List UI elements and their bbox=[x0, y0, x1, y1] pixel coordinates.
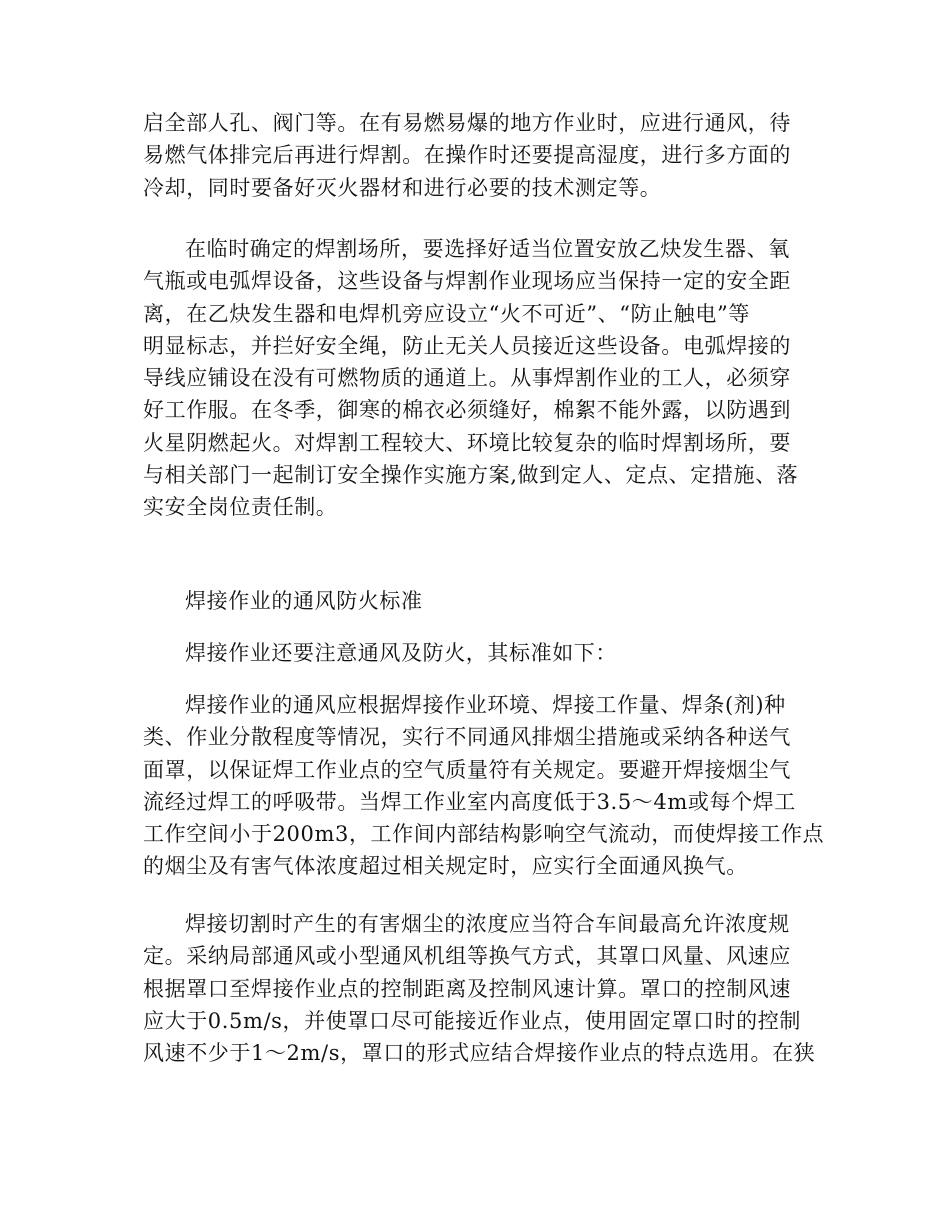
text-line: 定。采纳局部通风或小型通风机组等换气方式，其罩口风量、风速应 bbox=[143, 944, 791, 969]
text-line: 工作空间小于200m3，工作间内部结构影响空气流动，而使焊接工作点 bbox=[143, 822, 825, 847]
text-line: 导线应铺设在没有可燃物质的通道上。从事焊割作业的工人，必须穿 bbox=[143, 366, 791, 391]
text-line: 明显标志，并拦好安全绳，防止无关人员接近这些设备。电弧焊接的 bbox=[143, 333, 791, 358]
text-line: 焊接作业还要注意通风及防火，其标准如下： bbox=[185, 641, 617, 665]
text-line: 实安全岗位责任制。 bbox=[143, 495, 338, 520]
text-line: 面罩，以保证焊工作业点的空气质量符有关规定。要避开焊接烟尘气 bbox=[143, 757, 791, 782]
paragraph-3 bbox=[143, 637, 813, 669]
paragraph-5 bbox=[143, 908, 816, 1069]
paragraph-4 bbox=[143, 689, 825, 883]
paragraph-2 bbox=[143, 233, 813, 524]
text-line: 火星阴燃起火。对焊割工程较大、环境比较复杂的临时焊割场所，要 bbox=[143, 430, 791, 455]
text-line: 根据罩口至焊接作业点的控制距离及控制风速计算。罩口的控制风速 bbox=[143, 976, 791, 1001]
text-line: 风速不少于1～2m/s，罩口的形式应结合焊接作业点的特点选用。在狭 bbox=[143, 1041, 816, 1066]
text-line: 流经过焊工的呼吸带。当焊工作业室内高度低于3.5～4m或每个焊工 bbox=[143, 789, 796, 814]
text-line: 启全部人孔、阀门等。在有易燃易爆的地方作业时，应进行通风，待 bbox=[143, 111, 791, 135]
text-line: 类、作业分散程度等情况，实行不同通风排烟尘措施或采纳各种送气 bbox=[143, 725, 791, 750]
text-line: 与相关部门一起制订安全操作实施方案,做到定人、定点、定措施、落 bbox=[143, 463, 799, 488]
text-line: 焊接作业的通风应根据焊接作业环境、焊接工作量、焊条(剂)种 bbox=[185, 693, 786, 717]
paragraph-1 bbox=[143, 107, 813, 204]
text-line: 应大于0.5m/s，并使罩口尽可能接近作业点，使用固定罩口时的控制 bbox=[143, 1008, 801, 1033]
text-line: 离，在乙炔发生器和电焊机旁应设立“火不可近”、“防止触电”等 bbox=[143, 301, 750, 326]
text-line: 冷却，同时要备好灭火器材和进行必要的技术测定等。 bbox=[143, 175, 662, 200]
heading-line: 焊接作业的通风防火标准 bbox=[185, 589, 423, 613]
text-line: 焊接切割时产生的有害烟尘的浓度应当符合车间最高允许浓度规 bbox=[185, 912, 790, 936]
section-heading bbox=[143, 585, 813, 617]
text-line: 好工作服。在冬季，御寒的棉衣必须缝好，棉絮不能外露，以防遇到 bbox=[143, 398, 791, 423]
text-line: 易燃气体排完后再进行焊割。在操作时还要提高湿度，进行多方面的 bbox=[143, 143, 791, 168]
text-line: 气瓶或电弧焊设备，这些设备与焊割作业现场应当保持一定的安全距 bbox=[143, 269, 791, 294]
text-line: 的烟尘及有害气体浓度超过相关规定时，应实行全面通风换气。 bbox=[143, 854, 748, 879]
text-line: 在临时确定的焊割场所，要选择好适当位置安放乙炔发生器、氧 bbox=[185, 237, 790, 261]
